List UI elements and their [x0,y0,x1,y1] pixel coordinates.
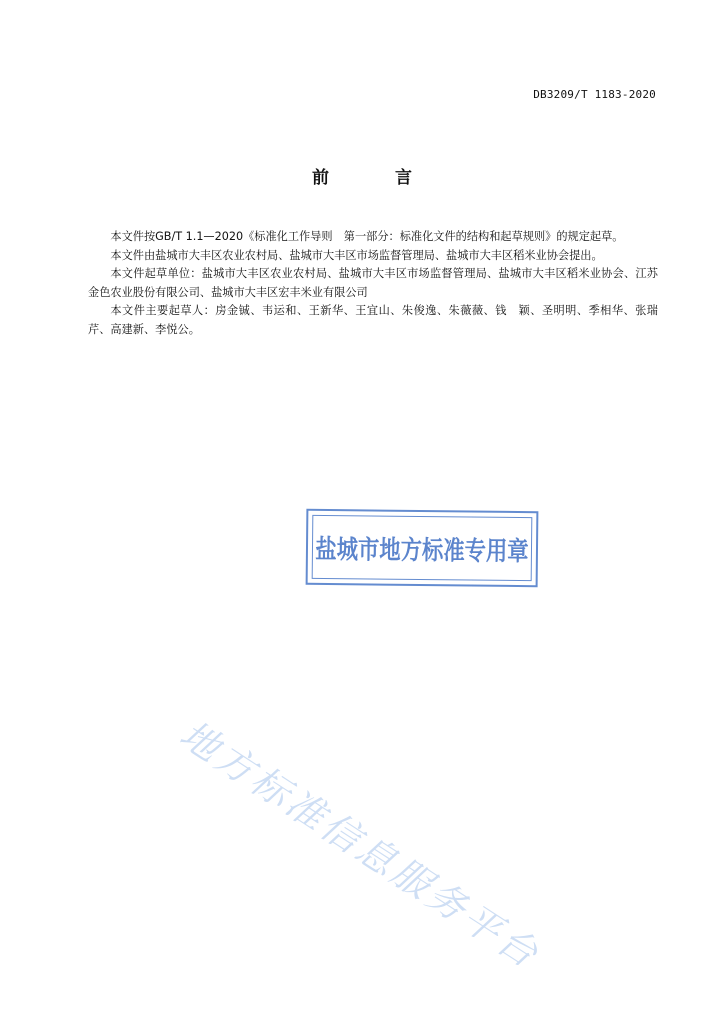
stamp-text: 盐城市地方标准专用章 [315,534,529,567]
document-number: DB3209/T 1183-2020 [533,88,656,101]
watermark-text: 地方标准信息服务平台 [172,711,549,978]
official-seal-stamp [306,509,539,587]
paragraph-proposer: 本文件由盐城市大丰区农业农村局、盐城市大丰区市场监督管理局、盐城市大丰区稻米业协会提出。 [110,248,603,262]
paragraph-drafting-rules: 本文件按GB/T 1.1—2020《标准化工作导则 第一部分：标准化文件的结构和起草规则》的规定起草。 [110,230,624,243]
foreword-body [88,228,658,340]
stamp-inner-border [312,515,533,581]
page-title: 前 言 [312,168,442,188]
paragraph-drafting-units: 本文件起草单位：盐城市大丰区农业农村局、盐城市大丰区市场监督管理局、盐城市大丰区稻米业协会、江苏金色农业股份有限公司、盐城市大丰区宏丰米业有限公司 [88,267,658,299]
paragraph-main-drafters: 本文件主要起草人：房金铖、韦运和、王新华、王宜山、朱俊逸、朱薇薇、钱 颖、圣明明、季相华、张瑞芹、高建新、李悦公。 [88,304,658,336]
